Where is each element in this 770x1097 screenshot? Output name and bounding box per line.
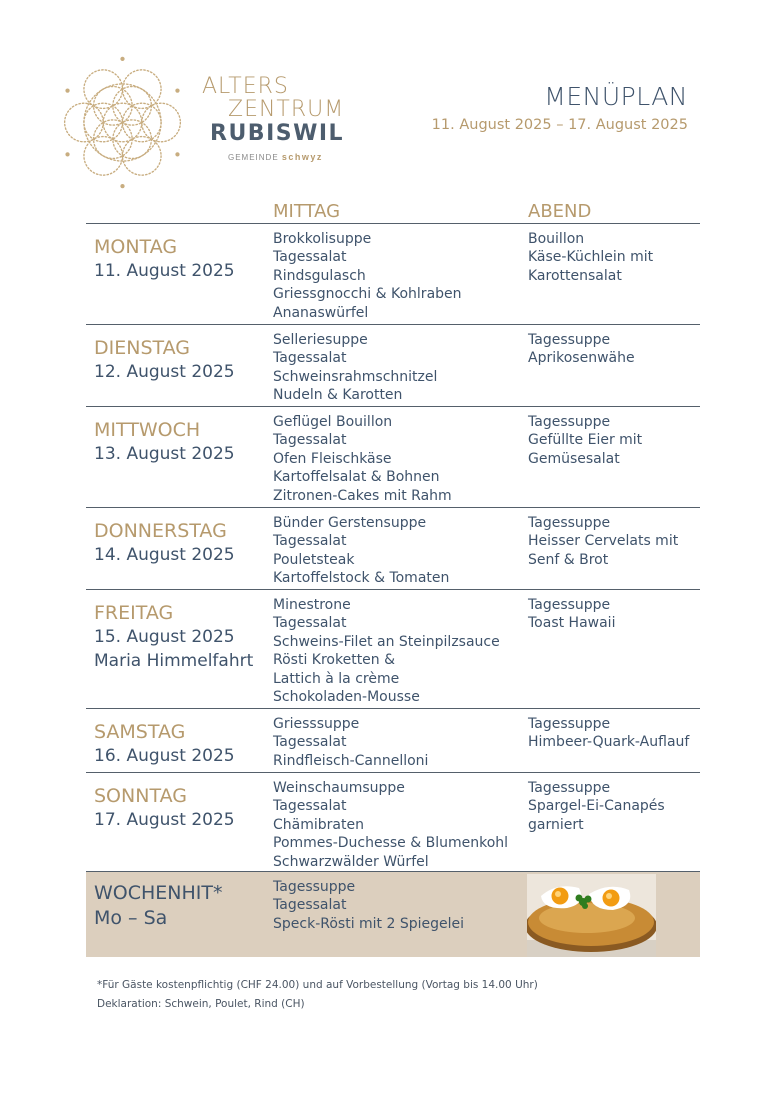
day-row-freitag [86, 590, 700, 709]
list-item: Zitronen-Cakes mit Rahm [273, 487, 452, 504]
wochenhit-row [86, 872, 700, 957]
list-item: Bünder Gerstensuppe [273, 515, 427, 531]
page-title: MENÜPLAN [544, 82, 688, 111]
abend-list [528, 514, 693, 569]
day-date: 14. August 2025 [94, 545, 235, 565]
footer-declaration: Deklaration: Schwein, Poulet, Rind (CH) [97, 998, 305, 1010]
list-item: Tagessalat [273, 533, 347, 550]
day-name: DIENSTAG [94, 337, 191, 359]
day-label [94, 235, 235, 283]
list-item: Rindfleisch-Cannelloni [273, 752, 429, 769]
abend-list [528, 230, 693, 285]
day-row-sonntag [86, 773, 700, 872]
column-header-abend: ABEND [528, 201, 592, 222]
list-item: Bouillon [528, 231, 585, 247]
column-header-mittag: MITTAG [273, 201, 341, 222]
abend-list [528, 779, 693, 834]
gemeinde-label: GEMEINDE [228, 153, 279, 162]
list-item: Himbeer-Quark-Auflauf [528, 734, 690, 751]
list-item: Schweins-Filet an Steinpilzsauce [273, 633, 500, 650]
list-item: Tagessuppe [528, 597, 611, 613]
list-item: Rindsgulasch [273, 267, 366, 284]
day-row-mittwoch [86, 407, 700, 508]
day-label [94, 601, 253, 673]
brand-line-alters: ALTERS [202, 74, 289, 99]
brand-line-zentrum: ZENTRUM [228, 97, 345, 122]
list-item: garniert [528, 816, 584, 833]
date-range: 11. August 2025 – 17. August 2025 [431, 117, 688, 133]
list-item: Gemüsesalat [528, 450, 620, 467]
table-header [86, 200, 700, 224]
list-item: Weinschaumsuppe [273, 780, 405, 796]
list-item: Tagessalat [273, 734, 347, 751]
list-item: Tagessuppe [528, 716, 611, 732]
abend-list [528, 715, 693, 752]
day-name: SAMSTAG [94, 721, 186, 743]
day-label [94, 720, 235, 768]
list-item: Speck-Rösti mit 2 Spiegelei [273, 915, 465, 932]
mittag-list [273, 715, 523, 770]
list-item: Karottensalat [528, 267, 622, 284]
footer-notes [97, 976, 538, 1014]
list-item: Ananaswürfel [273, 304, 369, 321]
roesti-with-eggs-photo [527, 874, 656, 957]
list-item: Tagessalat [273, 432, 347, 449]
day-holiday: Maria Himmelfahrt [94, 651, 254, 671]
day-name: FREITAG [94, 602, 174, 624]
brand-line-rubiswil: RUBISWIL [210, 121, 345, 146]
list-item: Rösti Kroketten & [273, 652, 396, 669]
day-name: MONTAG [94, 236, 178, 258]
mittag-list [273, 779, 523, 871]
list-item: Tagessuppe [528, 780, 611, 796]
abend-list [528, 596, 693, 633]
mittag-list [273, 596, 523, 706]
wochenhit-label [94, 881, 223, 931]
list-item: Griesssuppe [273, 716, 360, 732]
list-item: Pommes-Duchesse & Blumenkohl [273, 835, 509, 852]
list-item: Ofen Fleischkäse [273, 450, 392, 467]
list-item: Toast Hawaii [528, 615, 616, 632]
list-item: Tagessalat [273, 798, 347, 815]
mittag-list [273, 230, 523, 322]
day-label [94, 418, 235, 466]
menu-title-block [432, 82, 688, 133]
list-item: Schwarzwälder Würfel [273, 853, 429, 870]
list-item: Tagessuppe [528, 515, 611, 531]
day-date: 15. August 2025 [94, 627, 235, 647]
wochenhit-date: Mo – Sa [94, 907, 168, 929]
list-item: Gefüllte Eier mit [528, 432, 643, 449]
day-row-dienstag [86, 325, 700, 407]
menu-table [86, 200, 700, 957]
list-item: Pouletsteak [273, 551, 355, 568]
list-item: Kartoffelsalat & Bohnen [273, 469, 440, 486]
wochenhit-name: WOCHENHIT* [94, 882, 223, 904]
brand-gemeinde [228, 153, 344, 162]
list-item: Heisser Cervelats mit [528, 533, 679, 550]
list-item: Brokkolisuppe [273, 231, 372, 247]
mittag-list [273, 413, 523, 505]
list-item: Tagessuppe [528, 332, 611, 348]
list-item: Minestrone [273, 597, 351, 613]
list-item: Aprikosenwähe [528, 350, 635, 367]
mittag-list [273, 331, 523, 405]
abend-list [528, 331, 693, 368]
day-date: 12. August 2025 [94, 362, 235, 382]
list-item: Tagessuppe [528, 414, 611, 430]
abend-list [528, 413, 693, 468]
day-date: 11. August 2025 [94, 261, 235, 281]
list-item: Chämibraten [273, 816, 364, 833]
day-name: MITTWOCH [94, 419, 201, 441]
list-item: Tagessalat [273, 615, 347, 632]
list-item: Lattich à la crème [273, 670, 400, 687]
list-item: Nudeln & Karotten [273, 387, 403, 404]
flower-of-life-logo-icon [55, 55, 190, 190]
list-item: Käse-Küchlein mit [528, 249, 654, 266]
list-item: Senf & Brot [528, 551, 609, 568]
list-item: Spargel-Ei-Canapés [528, 798, 665, 815]
list-item: Kartoffelstock & Tomaten [273, 570, 450, 587]
day-date: 16. August 2025 [94, 746, 235, 766]
day-date: 17. August 2025 [94, 810, 235, 830]
day-label [94, 336, 235, 384]
footer-note: *Für Gäste kostenpflichtig (CHF 24.00) und auf Vorbestellung (Vortag bis 14.00 Uhr) [97, 979, 538, 991]
list-item: Tagessuppe [273, 879, 356, 895]
day-name: DONNERSTAG [94, 520, 227, 542]
list-item: Schokoladen-Mousse [273, 689, 420, 706]
list-item: Griessgnocchi & Kohlraben [273, 286, 462, 303]
list-item: Tagessalat [273, 249, 347, 266]
day-label [94, 519, 235, 567]
day-row-montag [86, 224, 700, 325]
list-item: Geflügel Bouillon [273, 414, 393, 430]
day-label [94, 784, 235, 832]
wochenhit-mittag [273, 878, 523, 933]
list-item: Tagessalat [273, 350, 347, 367]
mittag-list [273, 514, 523, 588]
brand-wordmark [202, 76, 344, 162]
list-item: Schweinsrahmschnitzel [273, 368, 438, 385]
schwyz-label: schwyz [281, 152, 323, 162]
list-item: Selleriesuppe [273, 332, 368, 348]
list-item: Tagessalat [273, 897, 347, 914]
day-date: 13. August 2025 [94, 444, 235, 464]
day-name: SONNTAG [94, 785, 187, 807]
day-row-donnerstag [86, 508, 700, 590]
day-row-samstag [86, 709, 700, 773]
